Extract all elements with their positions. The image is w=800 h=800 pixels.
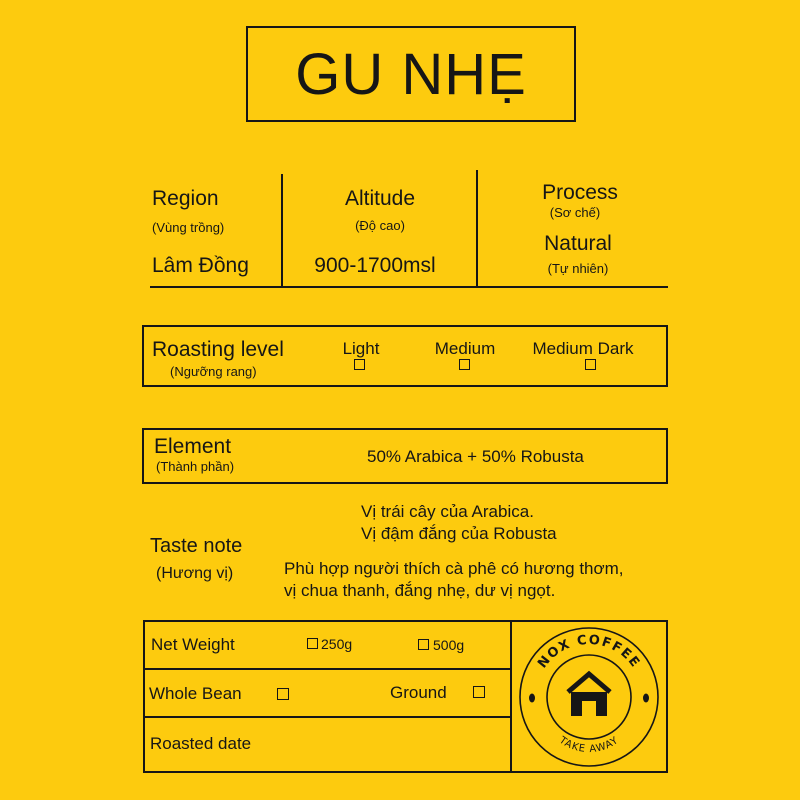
roast-medium-checkbox[interactable]	[459, 359, 470, 370]
taste-line-3: Phù hợp người thích cà phê có hương thơm,	[284, 559, 624, 578]
roast-option-medium: Medium	[434, 339, 496, 358]
weight-250-label: 250g	[321, 636, 353, 652]
weight-500-checkbox[interactable]	[418, 639, 429, 650]
logo-bottom-text: TAKE AWAY	[557, 734, 621, 756]
taste-line-1: Vị trái cây của Arabica.	[361, 502, 534, 521]
altitude-label: Altitude	[344, 187, 416, 210]
divider	[281, 174, 283, 286]
table-row-rule	[143, 668, 511, 670]
svg-text:TAKE AWAY	[556, 734, 621, 755]
roasting-level-label: Roasting level	[152, 338, 284, 361]
roast-light-checkbox[interactable]	[354, 359, 365, 370]
weight-500-label: 500g	[433, 637, 465, 653]
ground-checkbox[interactable]	[473, 686, 485, 698]
process-value: Natural	[544, 232, 612, 255]
net-weight-label: Net Weight	[151, 635, 235, 654]
taste-note-sublabel: (Hương vị)	[156, 565, 234, 582]
house-n-logo-icon	[568, 674, 610, 716]
process-sublabel: (Sơ chế)	[549, 205, 601, 220]
taste-note-label: Taste note	[150, 535, 243, 557]
element-value: 50% Arabica + 50% Robusta	[367, 447, 584, 466]
nox-coffee-logo	[514, 624, 664, 770]
info-bottom-rule	[150, 286, 668, 288]
region-label: Region	[152, 187, 219, 210]
taste-line-2: Vị đậm đắng của Robusta	[361, 524, 557, 543]
whole-bean-checkbox[interactable]	[277, 688, 289, 700]
region-value: Lâm Đồng	[152, 254, 249, 277]
table-row-rule	[143, 716, 511, 718]
divider	[476, 170, 478, 286]
roast-option-light: Light	[342, 339, 380, 358]
taste-line-4: vị chua thanh, đắng nhẹ, dư vị ngọt.	[284, 581, 556, 600]
element-sublabel: (Thành phần)	[156, 459, 235, 474]
product-title: GU NHẸ	[246, 26, 576, 122]
table-divider	[510, 620, 512, 773]
roast-medium-dark-checkbox[interactable]	[585, 359, 596, 370]
logo-top-text: NOX COFFEE	[535, 632, 643, 672]
process-label: Process	[542, 181, 618, 204]
whole-bean-label: Whole Bean	[149, 684, 242, 703]
altitude-value: 900-1700msl	[314, 254, 436, 277]
element-label: Element	[154, 435, 232, 458]
process-value-sublabel: (Tự nhiên)	[547, 261, 609, 276]
ground-label: Ground	[390, 683, 447, 702]
region-sublabel: (Vùng trồng)	[152, 220, 225, 235]
altitude-sublabel: (Độ cao)	[355, 218, 405, 233]
roasting-level-sublabel: (Ngưỡng rang)	[170, 364, 257, 379]
roasted-date-label: Roasted date	[150, 734, 252, 753]
roast-option-medium-dark: Medium Dark	[532, 339, 634, 358]
weight-250-checkbox[interactable]	[307, 638, 318, 649]
